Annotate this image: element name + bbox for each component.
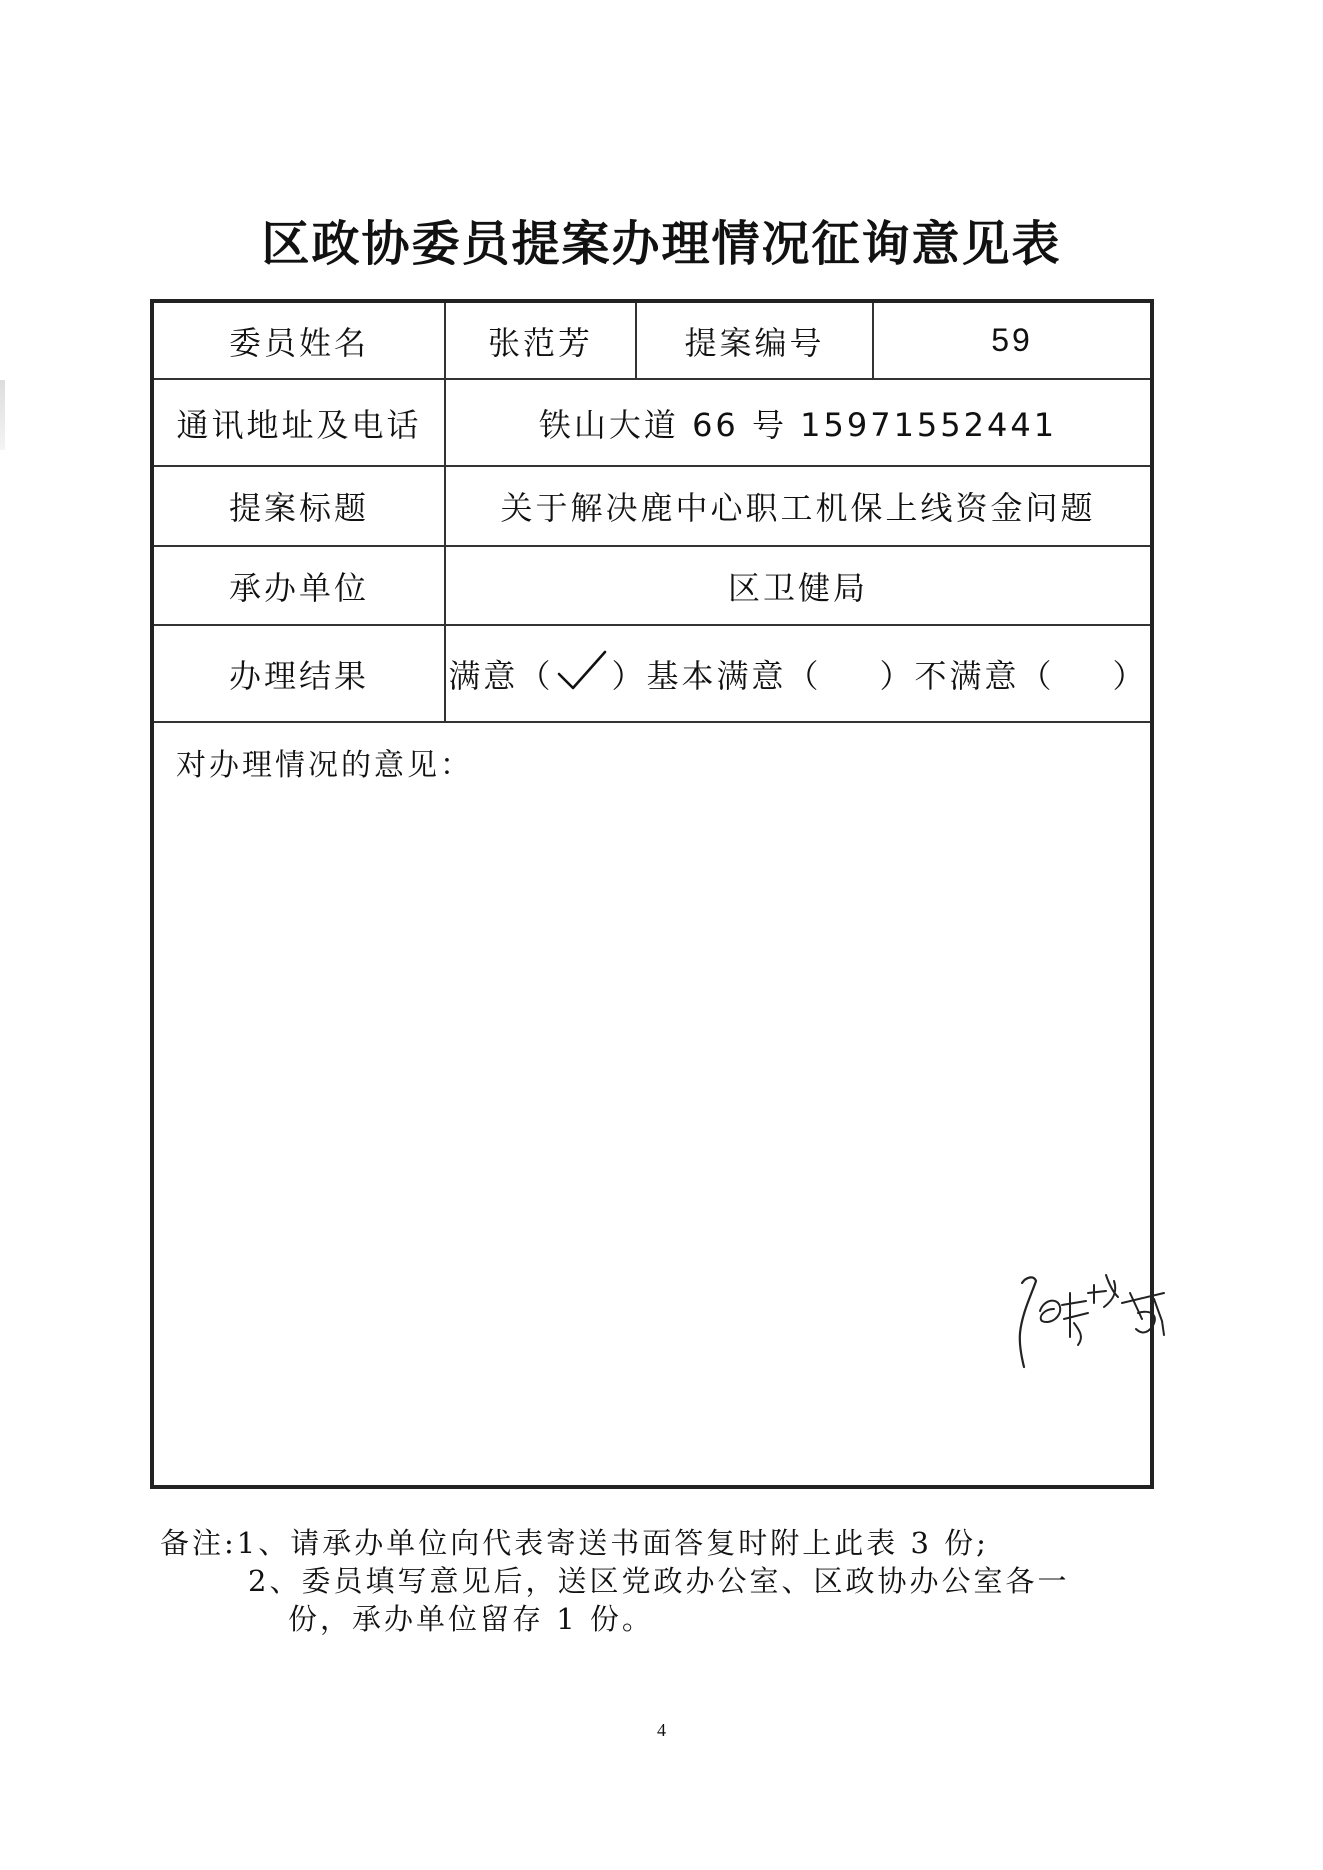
- paren-close: ）: [879, 656, 915, 695]
- note-line-2: 2、委员填写意见后，送区党政办公室、区政协办公室各一: [248, 1564, 1070, 1598]
- satisfied-checkbox[interactable]: [553, 654, 611, 694]
- handling-unit-label: 承办单位: [154, 547, 446, 624]
- opinion-label: 对办理情况的意见：: [176, 748, 473, 783]
- proposal-number-label: 提案编号: [637, 303, 874, 378]
- paren-open: （: [786, 656, 822, 695]
- notes-block: [160, 1524, 1180, 1638]
- paren-open: （: [1019, 656, 1055, 695]
- proposal-title-value: 关于解决鹿中心职工机保上线资金问题: [500, 489, 1096, 527]
- proposal-feedback-form: [150, 299, 1154, 1489]
- satisfied-option-label: 满意: [448, 656, 519, 695]
- form-row-unit: [154, 547, 1150, 626]
- address-value: 铁山大道 66 号 15971552441: [538, 405, 1058, 444]
- note-line-3: 份，承办单位留存 1 份。: [288, 1602, 654, 1636]
- handwritten-signature: [1014, 1263, 1194, 1373]
- handling-unit-value: 区卫健局: [727, 568, 868, 607]
- member-name-label: 委员姓名: [154, 303, 446, 378]
- form-row-title: [154, 467, 1150, 547]
- form-row-result: [154, 626, 1150, 723]
- scan-edge-mark: [0, 380, 5, 450]
- paren-open: （: [518, 656, 554, 695]
- paren-close: ）: [1112, 656, 1148, 695]
- form-row-member: [154, 303, 1150, 380]
- member-name-value: 张范芳: [446, 303, 637, 378]
- document-title: 区政协委员提案办理情况征询意见表: [261, 216, 1062, 272]
- checkmark-icon: [553, 648, 611, 692]
- paren-close: ）: [611, 656, 647, 695]
- basic-satisfied-option-label: 基本满意: [646, 656, 787, 695]
- page-number: 4: [657, 1720, 666, 1740]
- result-options: [446, 626, 1150, 721]
- result-label: 办理结果: [154, 626, 446, 721]
- form-row-address: [154, 380, 1150, 467]
- note-line-1: 备注:1、请承办单位向代表寄送书面答复时附上此表 3 份;: [160, 1526, 989, 1560]
- proposal-number-value: 59: [991, 322, 1033, 358]
- address-label: 通讯地址及电话: [154, 380, 446, 465]
- proposal-title-label: 提案标题: [154, 467, 446, 545]
- unsatisfied-option-label: 不满意: [914, 656, 1020, 695]
